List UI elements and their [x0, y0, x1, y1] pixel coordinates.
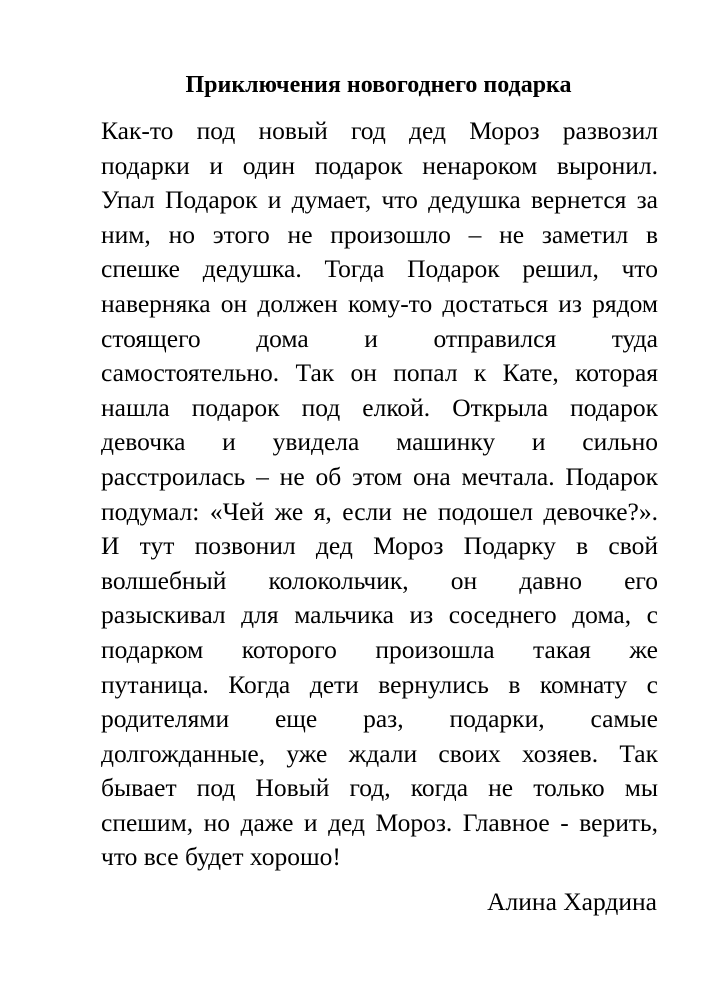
story-line: подарки и один подарок ненароком выронил. [101, 150, 658, 180]
story-line: родителями еще раз, подарки, самые [101, 704, 658, 734]
story-title: Приключения новогоднего подарка [185, 72, 572, 98]
story-line: спешке дедушка. Тогда Подарок решил, что [101, 254, 658, 284]
story-line: нашла подарок под елкой. Открыла подарок [101, 392, 658, 422]
story-line: бывает под Новый год, когда не только мы [101, 773, 658, 803]
story-line: волшебный колокольчик, он давно его [101, 565, 658, 595]
story-line: подарком которого произошла такая же [101, 634, 658, 664]
story-line: расстроилась – не об этом она мечтала. Подарок [101, 461, 658, 491]
story-line: путаница. Когда дети вернулись в комнату с [101, 669, 658, 699]
story-line: Упал Подарок и думает, что дедушка вернется за [101, 185, 658, 215]
story-body [101, 114, 658, 875]
story-line: долгожданные, уже ждали своих хозяев. Так [101, 738, 658, 768]
story-line: разыскивал для мальчика из соседнего дома, с [101, 600, 658, 630]
story-line: что все будет хорошо! [101, 842, 341, 872]
story-line: спешим, но даже и дед Мороз. Главное - верить, [101, 807, 658, 837]
story-line: подумал: «Чей же я, если не подошел девочке?». [101, 496, 658, 526]
story-line: Как-то под новый год дед Мороз развозил [101, 116, 658, 145]
story-line: наверняка он должен кому-то достаться из рядом [101, 288, 658, 318]
story-line: стоящего дома и отправился туда [101, 323, 658, 353]
story-line: И тут позвонил дед Мороз Подарку в свой [101, 531, 658, 561]
author-name: Алина Хардина [487, 887, 657, 916]
story-line: ним, но этого не произошло – не заметил в [101, 219, 658, 249]
story-line: девочка и увидела машинку и сильно [101, 427, 658, 457]
story-line: самостоятельно. Так он попал к Кате, которая [101, 358, 658, 388]
